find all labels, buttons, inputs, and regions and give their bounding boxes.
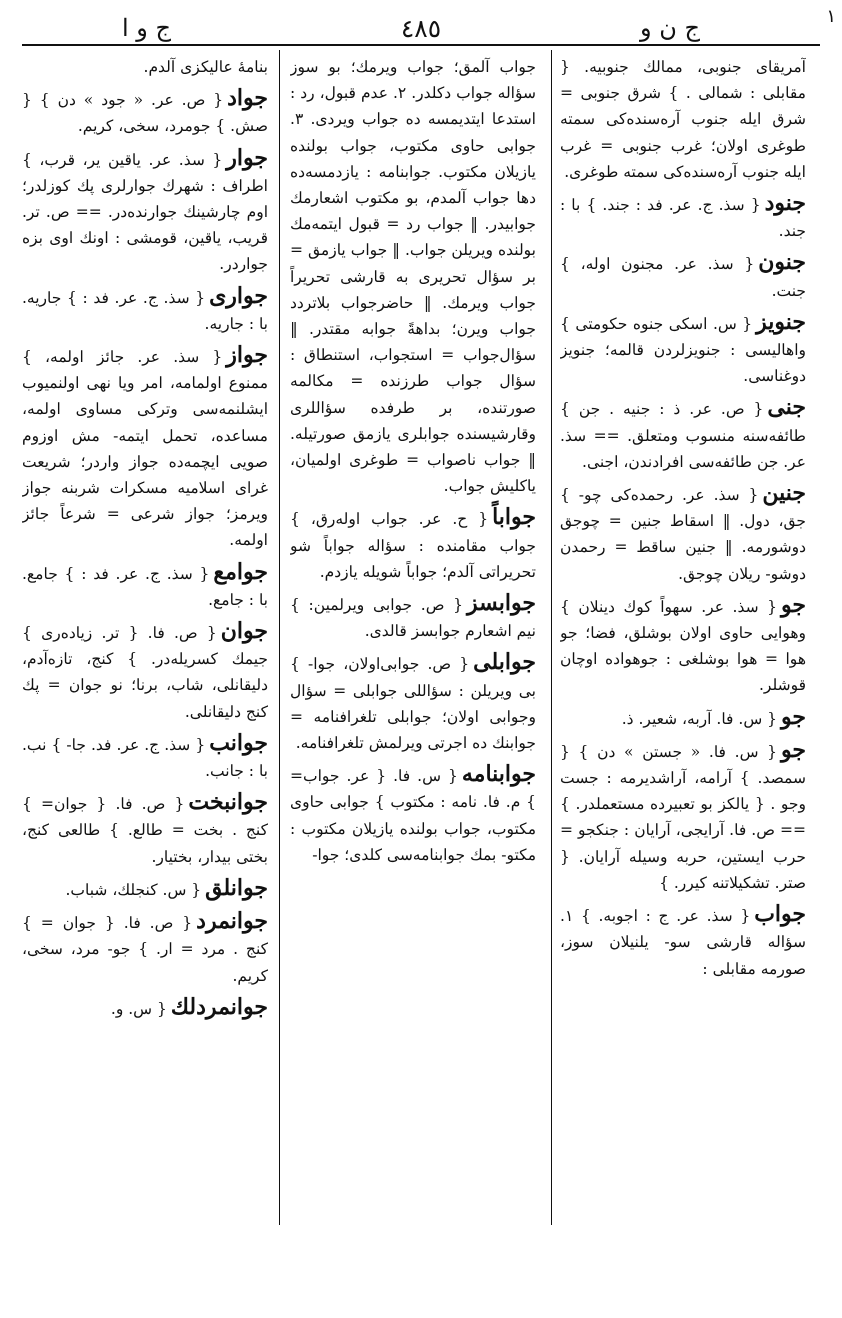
entry-definition: { س. فا. آربه، شعیر. ذ. [621,709,778,728]
entry-definition: { ص. فا. { تر. زیاده‌ری } جیمك کسریله‌در. } کنج، تازه‌آدم، دلیقانلی، شاب، برنا؛ نو جوان = پك کنج دلیقانلی. [22,624,268,721]
dictionary-entry [22,617,268,725]
column-right [560,54,806,1224]
dictionary-entry [290,503,536,585]
dictionary-entry [22,993,268,1022]
entry-definition: { سذ. ج. عر. فد : } جامع. با : جامع. [22,564,268,609]
dictionary-entry [560,479,806,587]
entry-definition: جواب آلمق؛ جواب ویرمك؛ بو سوز سؤاله جواب دکلدر. ٢. عدم قبول، رد : استدعا ایتدیمسه ده جواب ویردی. ٣. جوابی حاوی مکتوب، جواب بولنده یازیلان مکتوب. جوابنامه : یازدمسه‌ده دها جواب آلمدم، بو مکتوب اشعارمك جوابیدر. ‖ جواب رد = قبول ایتمه‌مك بولنده ویریلن جواب. ‖ جواب یازمق = بر سؤال تحریری به قارشی تحریراً جواب ویرمك. ‖ حاضرجواب بلاتردد جواب ویرن؛ بداهةً جوابه مقتدر. ‖ سؤال‌جواب = استجواب، استنطاق : سؤال جواب طرزنده = مکالمه صورتنده، بر طرفده سؤاللری وقارشیسنده جوابلری یازمق صورتیله. ‖ جواب ناصواب = طوغری اولمیان، یاکلیش جواب. [290,58,536,496]
dictionary-entry [560,54,806,185]
dictionary-entry [560,308,806,390]
dictionary-entry [22,788,268,870]
entry-headword: جو [781,703,806,730]
entry-definition: { س. کنجلك، شباب. [65,880,202,899]
entry-definition: { ص. جوابی ویرلمین: } نیم اشعارم جوابسز قالدی. [290,596,536,641]
entry-headword: جواباً [492,504,536,531]
entry-definition: { سذ. عر. یاقین یر، قرب، } اطراف : شهرك جوارلری پك کوزلدر؛ اوم چارشینك جوارنده‌در. == ص. تر. قریب، یاقین، قومشی : اونك اوی بزه جواردر. [22,150,268,274]
entry-definition: { سذ. عر. سهواً کوك دینلان } وهوایی حاوی اولان بوشلق، فضا؛ جو هوا = هوا بوشلغی : جوهواده اوچان قوشلر. [560,597,806,695]
entry-definition: { ص. عر. « جود » دن } { صش. } جومرد، سخی، کریم. [22,91,268,136]
entry-headword: جوانلق [205,874,268,901]
entry-headword: جنون [758,249,806,276]
dictionary-entry [22,144,268,278]
entry-headword: جو [781,736,806,763]
entry-definition: { سذ. عر. ج : اجوبه. } ١. سؤاله قارشی سو- یلنیلان سوز، صورمه مقابلی : [560,907,806,978]
entry-headword: جوار [226,144,268,171]
entry-headword: جنود [764,190,806,217]
dictionary-entry [290,648,536,756]
entry-definition: { ص. فا. { جوان= } کنج . بخت = طالع. } طالعی کنج، بختی بیدار، بختیار. [22,795,268,866]
dictionary-entry [560,393,806,475]
dictionary-entry [22,874,268,903]
entry-headword: جو [781,591,806,618]
dictionary-entry [22,54,268,80]
column-divider-left [279,50,280,1225]
entry-headword: جوان [220,618,268,645]
page-number: ٤٨٥ [400,14,442,43]
column-left [22,54,268,1224]
entry-headword: جواز [226,342,268,369]
entry-definition: { س. و. [110,999,167,1018]
dictionary-entry [22,282,268,337]
dictionary-entry [22,907,268,989]
entry-headword: جوانب [209,729,268,756]
entry-headword: جوامع [213,558,268,585]
entry-headword: جوانمردلك [170,993,268,1020]
running-head-left: ج و ا [122,14,172,42]
entry-definition: { ص. جوابی‌اولان، جوا- } بی ویریلن : سؤاللی جوابلی = سؤال وجوابی اولان؛ جوابلی تلغرافنامه = جوابنك ده اجرتی ویرلمش تلغرافنامه. [290,655,536,753]
entry-headword: جنی [767,394,806,421]
entry-definition: بنامهٔ عالیکزی آلدم. [143,58,268,76]
entry-definition: { س. فا. « جستن » دن } { سمصد. } آرامه، آراشدیرمه : جست وجو . { یالکز بو تعبیرده مستعملدر. } == ص. فا. آرایجی، آرایان : جنکجو = حرب ایستین، حربه وسیله آرایان. { صتر. تشکیلاتنه کیرر. } [560,742,806,892]
dictionary-entry [560,189,806,244]
entry-definition: { سذ. ج. عر. فد. جا- } نب. با : جانب. [22,735,268,781]
entry-definition: { سذ. ج. عر. فد : } جاریه. با : جاریه. [22,288,268,333]
dictionary-entry [290,589,536,644]
entry-definition: { ح. عر. جواب اوله‌رق، } جواب مقامنده : سؤاله جواباً شو تحریراتی آلدم؛ جواباً شویله یازدم. [290,510,536,581]
entry-headword: جنین [762,480,806,507]
dictionary-entry [560,591,806,699]
header-rule [22,44,820,46]
entry-definition: { سذ. عر. رحمده‌کی چو- } جق، دول. ‖ اسقاط جنین = چوجق دوشورمه. ‖ جنین ساقط = رحمدن دوشو- ریلان چوجق. [560,486,806,583]
dictionary-entry [560,900,806,982]
entry-headword: جواب [754,901,806,928]
entry-definition: آمریقای جنوبی، ممالك جنوبیه. { مقابلی : شمالی . } شرق جنوبی = شرق ایله جنوب آره‌سنده‌کی سمته طوغری اولان؛ غرب جنوبی = غرب ایله جنوب آره‌سنده‌کی سمته طوغری. [560,58,806,181]
column-middle [290,54,536,1224]
entry-headword: جوابلی [473,649,536,676]
dictionary-entry [290,760,536,868]
dictionary-entry [560,736,806,896]
dictionary-entry [22,729,268,784]
entry-headword: جواری [209,282,268,309]
dictionary-entry [22,558,268,613]
entry-definition: { س. فا. { عر. جواب= } م. فا. نامه : مکتوب } جوابی حاوی مکتوب، جواب بولنده یازیلان مکتوب : مکتو- بمك جوابنامه‌سی کلدی؛ جوا- [290,767,536,864]
dictionary-entry [290,54,536,499]
column-divider-right [551,50,552,1225]
entry-definition: { ص. فا. { جوان = } کنج . مرد = ار. } جو- مرد، سخی، کریم. [22,914,268,985]
page-header [22,6,836,44]
dictionary-entry [22,84,268,139]
entry-definition: { سذ. عر. جائز اولمه، } ممنوع اولمامه، امر ویا نهی اولنمیوب ایشلنمه‌سی وترکی مساوی اولمه، مساعده، تحمل ایتمه- مش اوزوم صویی ایچمه‌ده جواز واردر؛ شریعت غرای اسلامیه مسکرات شربنه جواز ویرمز؛ جواز شرعی = شرعاً جائز اولمه. [22,348,268,550]
entry-headword: جوانبخت [188,789,268,816]
entry-definition: { س. اسکی جنوه حکومتی } واهالیسی : جنویزلردن قالمه؛ جنویز دوغناسی. [560,314,806,386]
entry-headword: جوابسز [467,590,536,617]
entry-definition: { سذ. ج. عر. فد : جند. } با : جند. [560,196,806,241]
dictionary-entry [560,703,806,732]
dictionary-entry [560,248,806,303]
corner-mark: ١ [826,6,836,27]
entry-headword: جوابنامه [461,761,536,788]
entry-headword: جنویز [756,308,806,335]
entry-definition: { ص. عر. ذ : جنیه . جن } طائفه‌سنه منسوب ومتعلق. == سذ. عر. جن طائفه‌سی افرادندن، اجنی. [560,400,806,471]
running-head-right: ج ن و [640,14,700,42]
entry-definition: { سذ. عر. مجنون اوله، } جنت. [560,255,806,300]
dictionary-entry [22,341,268,554]
entry-headword: جوانمرد [196,908,268,935]
entry-headword: جواد [227,85,268,112]
